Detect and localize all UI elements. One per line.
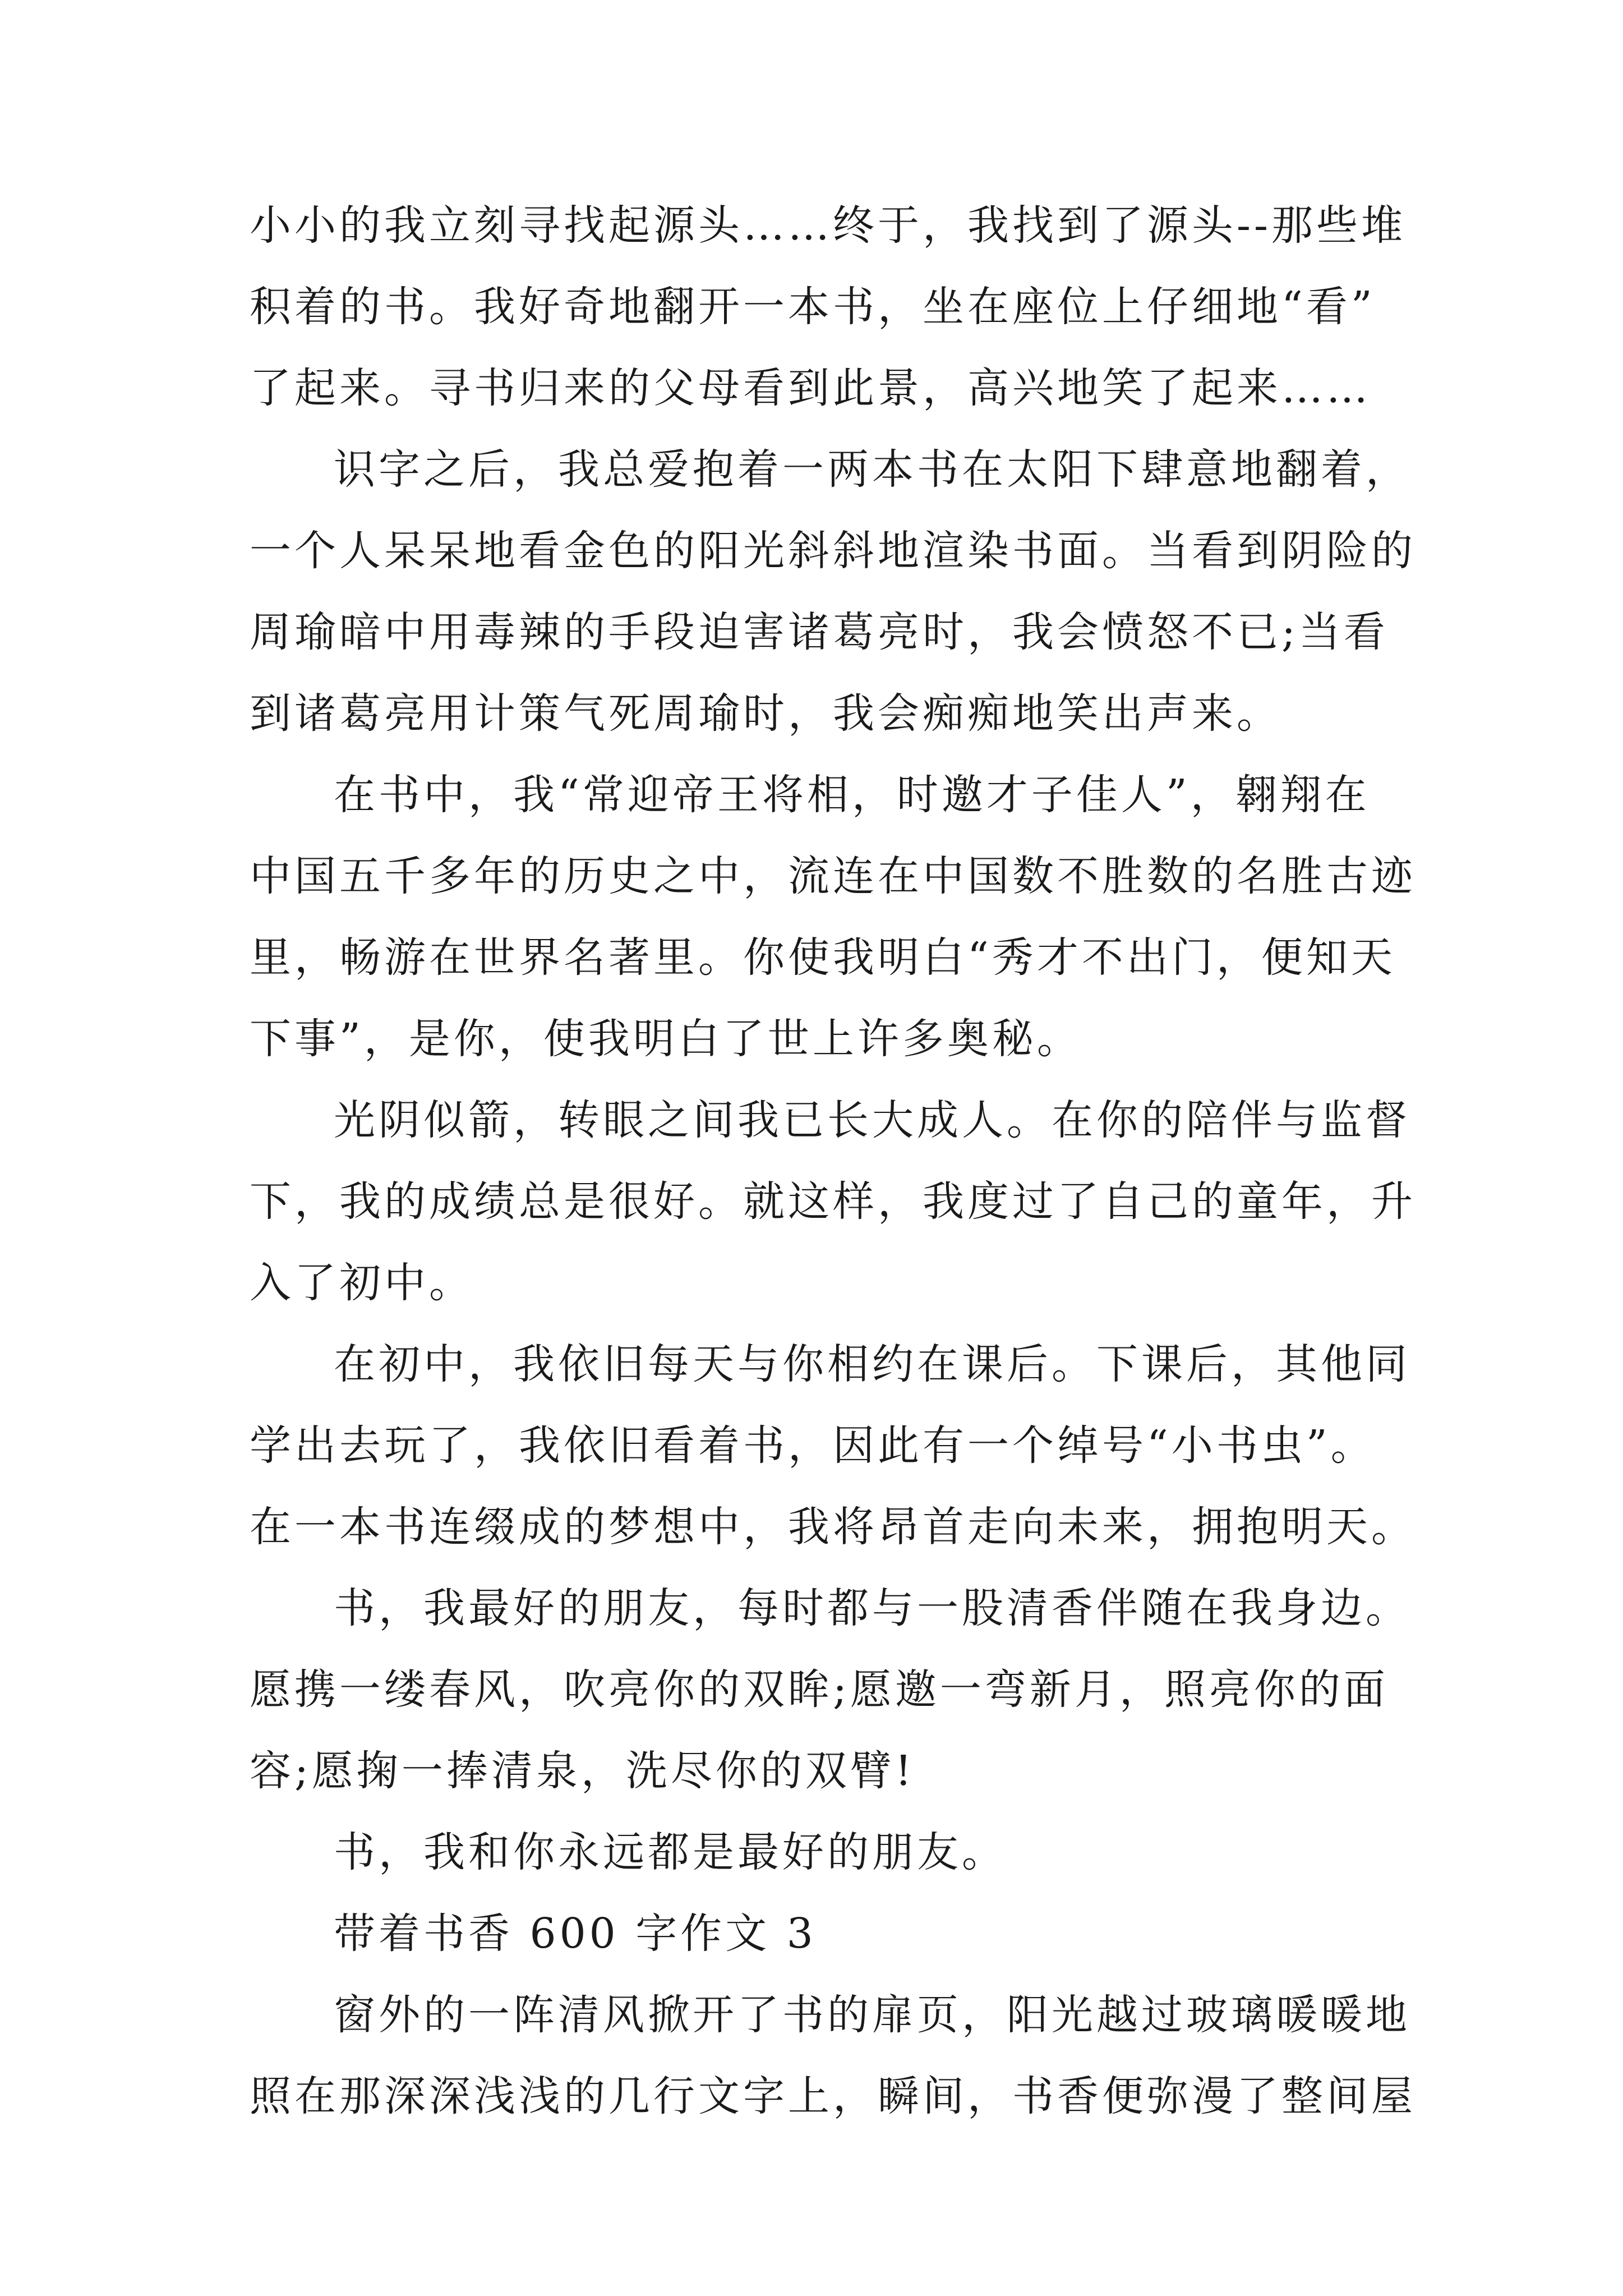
text-line: 里，畅游在世界名著里。你使我明白“秀才不出门，便知天 [250,933,1396,982]
text-line: 积着的书。我好奇地翻开一本书，坐在座位上仔细地“看” [250,283,1376,331]
text-line: 周瑜暗中用毒辣的手段迫害诸葛亮时，我会愤怒不已;当看 [250,608,1389,656]
text-line: 下，我的成绩总是很好。就这样，我度过了自己的童年，升 [250,1177,1416,1226]
text-line: 愿携一缕春风，吹亮你的双眸;愿邀一弯新月，照亮你的面 [250,1665,1389,1714]
text-line: 中国五千多年的历史之中，流连在中国数不胜数的名胜古迹 [250,852,1416,900]
text-line: 一个人呆呆地看金色的阳光斜斜地渲染书面。当看到阴险的 [250,527,1416,575]
paragraph-first-line: 在书中，我“常迎帝王将相，时邀才子佳人”，翱翔在 [334,771,1370,819]
text-line: 在一本书连缀成的梦想中，我将昂首走向未来，拥抱明天。 [250,1503,1416,1551]
paragraph-first-line: 窗外的一阵清风掀开了书的扉页，阳光越过玻璃暖暖地 [334,1991,1410,2039]
text-line: 下事”，是你，使我明白了世上许多奥秘。 [250,1015,1082,1063]
paragraph-first-line: 书，我和你永远都是最好的朋友。 [334,1828,1007,1876]
essay-body [250,185,1416,2137]
section-heading: 带着书香 600 字作文 3 [334,1910,817,1958]
text-line: 照在那深深浅浅的几行文字上，瞬间，书香便弥漫了整间屋 [250,2072,1416,2120]
paragraph-first-line: 书，我最好的朋友，每时都与一股清香伴随在我身边。 [334,1584,1410,1632]
text-line: 入了初中。 [250,1259,474,1307]
paragraph-first-line: 在初中，我依旧每天与你相约在课后。下课后，其他同 [334,1340,1410,1388]
text-line: 小小的我立刻寻找起源头……终于，我找到了源头--那些堆 [250,201,1407,250]
paragraph-first-line: 光阴似箭，转眼之间我已长大成人。在你的陪伴与监督 [334,1096,1410,1144]
text-line: 了起来。寻书归来的父母看到此景，高兴地笑了起来…… [250,364,1371,412]
text-line: 容;愿掬一捧清泉，洗尽你的双臂! [250,1747,915,1795]
paragraph-first-line: 识字之后，我总爱抱着一两本书在太阳下肆意地翻着， [334,445,1410,494]
text-line: 到诸葛亮用计策气死周瑜时，我会痴痴地笑出声来。 [250,689,1281,738]
text-line: 学出去玩了，我依旧看着书，因此有一个绰号“小书虫”。 [250,1421,1376,1470]
